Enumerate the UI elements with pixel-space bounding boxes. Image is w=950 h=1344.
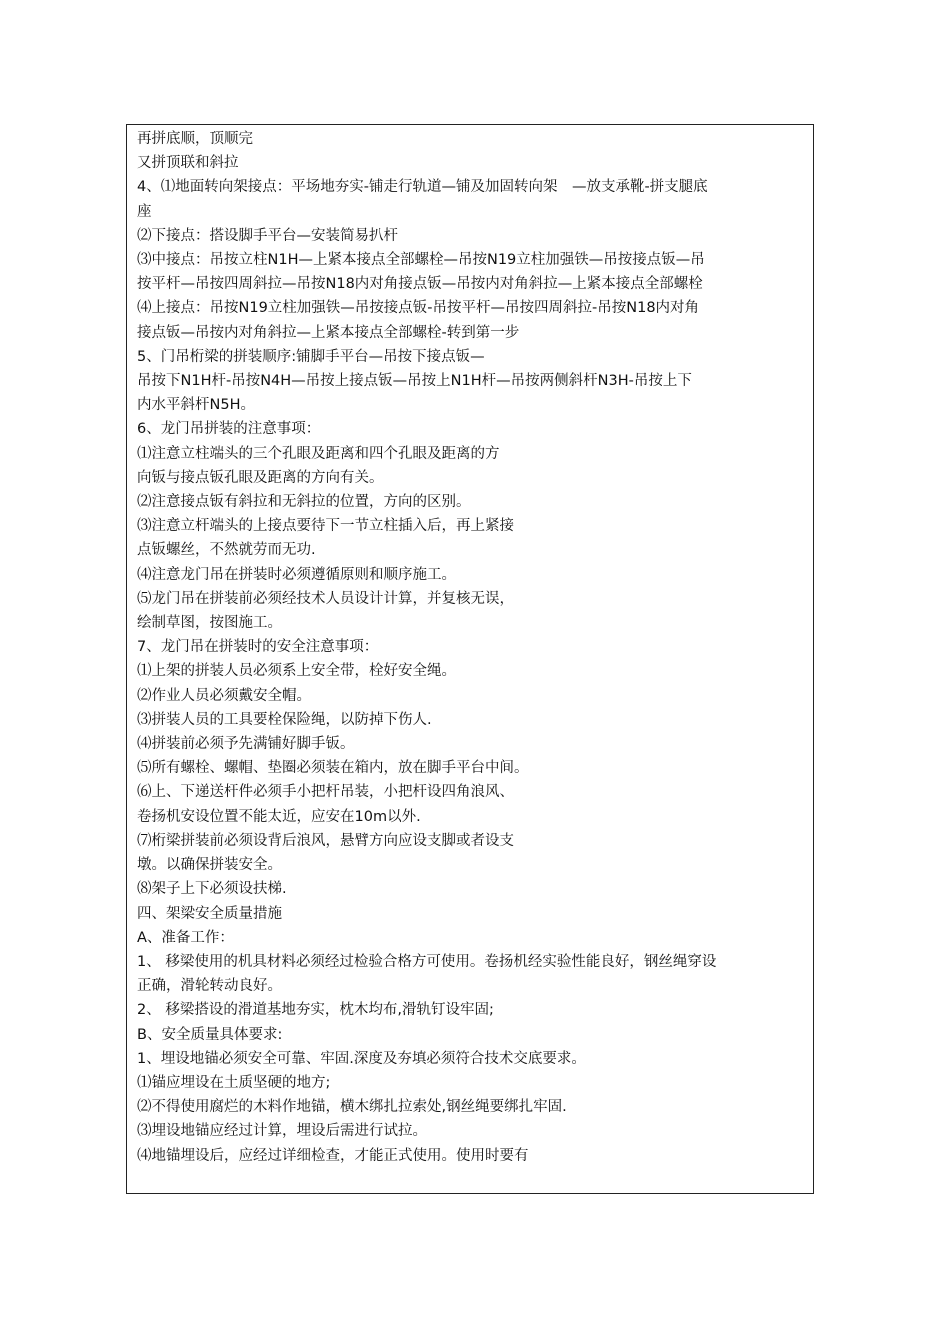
text-line: 墩。以确保拼装安全。	[137, 857, 282, 874]
text-line: 再拼底顺，顶顺完	[137, 131, 253, 147]
text-line: 1、埋设地锚必须安全可靠、牢固.深度及夯填必须符合技术交底要求。	[137, 1050, 586, 1067]
text-line: ⑷拼装前必须予先满铺好脚手钣。	[137, 736, 355, 753]
document-body	[127, 125, 813, 1168]
text-line: ⑴锚应埋设在土质坚硬的地方;	[137, 1074, 331, 1091]
text-line: ⑸龙门吊在拼装前必须经技术人员设计计算，并复核无误，	[137, 590, 514, 607]
text-line: 2、 移梁搭设的滑道基地夯实，枕木均布,滑轨钉设牢固;	[137, 1002, 494, 1019]
text-line: ⑴上架的拼装人员必须系上安全带，栓好安全绳。	[137, 663, 456, 680]
subsection-heading: A、准备工作：	[137, 929, 234, 946]
text-line: 点钣螺丝，不然就劳而无功.	[137, 542, 316, 559]
document-table-cell	[126, 124, 814, 1194]
text-line: ⑶埋设地锚应经过计算，埋设后需进行试拉。	[137, 1123, 427, 1140]
text-line: ⑴注意立柱端头的三个孔眼及距离和四个孔眼及距离的方	[137, 445, 500, 462]
subsection-heading: B、安全质量具体要求:	[137, 1026, 283, 1043]
text-line: 吊按下N1H杆-吊按N4H—吊按上接点钣—吊按上N1H杆—吊按两侧斜杆N3H-吊按上下	[137, 373, 692, 390]
text-line: 按平杆—吊按四周斜拉—吊按N18内对角接点钣—吊按内对角斜拉—上紧本接点全部螺栓	[137, 276, 703, 293]
text-line: 5、门吊桁梁的拼装顺序:铺脚手平台—吊按下接点钣—	[137, 348, 485, 365]
text-line: ⑶注意立杆端头的上接点要待下一节立柱插入后，再上紧接	[137, 518, 514, 535]
text-line: ⑸所有螺栓、螺帽、垫圈必须装在箱内，放在脚手平台中间。	[137, 760, 529, 777]
text-line: ⑵下接点：搭设脚手平台—安装简易扒杆	[137, 227, 398, 244]
text-line: ⑵注意接点钣有斜拉和无斜拉的位置，方向的区别。	[137, 494, 471, 511]
text-line: 正确，滑轮转动良好。	[137, 978, 282, 995]
text-line: 6、龙门吊拼装的注意事项：	[137, 421, 321, 438]
text-line: 4、⑴地面转向架接点：平场地夯实-铺走行轨道—铺及加固转向架 —放支承靴-拼支腿底	[137, 179, 708, 196]
text-line: 接点钣—吊按内对角斜拉—上紧本接点全部螺栓-转到第一步	[137, 324, 520, 341]
text-line: 又拼顶联和斜拉	[137, 155, 239, 172]
text-line: 座	[137, 203, 152, 220]
text-line: 内水平斜杆N5H。	[137, 397, 255, 414]
text-line: ⑻架子上下必须设扶梯.	[137, 881, 287, 898]
text-line: ⑺桁梁拼装前必须设背后浪风，悬臂方向应设支脚或者设支	[137, 832, 514, 849]
text-line: 7、龙门吊在拼装时的安全注意事项：	[137, 639, 379, 656]
section-heading: 四、架梁安全质量措施	[137, 905, 282, 922]
text-line: 向钣与接点钣孔眼及距离的方向有关。	[137, 469, 384, 486]
text-line: ⑹上、下递送杆件必须手小把杆吊装，小把杆设四角浪风、	[137, 784, 514, 801]
text-line: ⑵作业人员必须戴安全帽。	[137, 687, 311, 704]
text-line: ⑷上接点：吊按N19立柱加强铁—吊按接点钣-吊按平杆—吊按四周斜拉-吊按N18内对角	[137, 300, 700, 317]
text-line: ⑷注意龙门吊在拼装时必须遵循原则和顺序施工。	[137, 566, 456, 583]
text-line: ⑵不得使用腐烂的木料作地锚，横木绑扎拉索处,钢丝绳要绑扎牢固.	[137, 1099, 567, 1116]
text-line: 绘制草图，按图施工。	[137, 615, 282, 632]
text-line: 卷扬机安设位置不能太近，应安在10m以外.	[137, 808, 421, 825]
text-line: ⑶拼装人员的工具要栓保险绳，以防掉下伤人.	[137, 711, 432, 728]
text-line: ⑶中接点：吊按立柱N1H—上紧本接点全部螺栓—吊按N19立柱加强铁—吊按接点钣—吊	[137, 252, 705, 269]
text-line: ⑷地锚埋设后，应经过详细检查，才能正式使用。使用时要有	[137, 1147, 529, 1164]
text-line: 1、 移梁使用的机具材料必须经过检验合格方可使用。卷扬机经实验性能良好，钢丝绳穿设	[137, 953, 717, 970]
